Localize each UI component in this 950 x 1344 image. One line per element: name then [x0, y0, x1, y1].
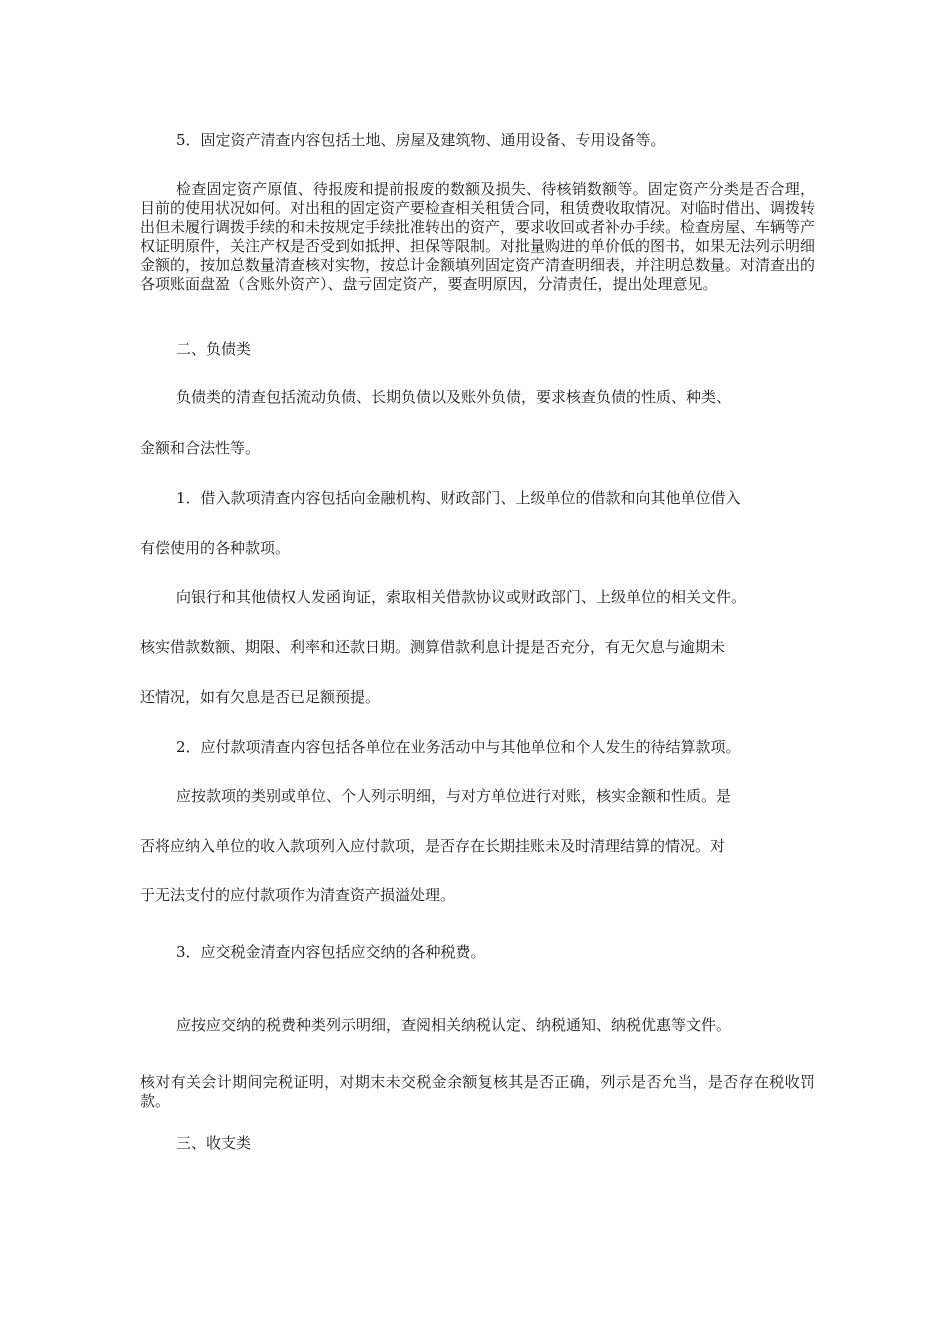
paragraph-fixed-assets-check: 检查固定资产原值、待报废和提前报废的数额及损失、待核销数额等。固定资产分类是否合理，目前的使用状况如何。对出租的固定资产要检查相关租赁合同，租赁费收取情况。对临时借出、调拨转出但未履行调拨手续的和未按规定手续批准转出的资产，要求收回或者补办手续。检查房屋、车辆等产权证明原件，关注产权是否受到如抵押、担保等限制。对批量购进的单价低的图书，如果无法列示明细金额的，按加总数量清查核对实物，按总计金额填列固定资产清查明细表，并注明总数量。对清查出的各项账面盘盈（含账外资产）、盘亏固定资产，要查明原因，分清责任，提出处理意见。 — [140, 180, 816, 293]
item-5-fixed-assets: 5．固定资产清查内容包括土地、房屋及建筑物、通用设备、专用设备等。 — [176, 131, 666, 149]
liabilities-intro-line-1: 负债类的清查包括流动负债、长期负债以及账外负债，要求核查负债的性质、种类、 — [176, 388, 732, 406]
section-heading-income-expense: 三、收支类 — [176, 1134, 252, 1152]
borrowings-check-line-2: 核实借款数额、期限、利率和还款日期。测算借款利息计提是否充分，有无欠息与逾期未 — [140, 638, 726, 656]
item-3-taxes: 3．应交税金清查内容包括应交纳的各种税费。 — [176, 943, 486, 961]
taxes-check-line-1: 应按应交纳的税费种类列示明细，查阅相关纳税认定、纳税通知、纳税优惠等文件。 — [176, 1016, 732, 1034]
payables-check-line-1: 应按款项的类别或单位、个人列示明细，与对方单位进行对账，核实金额和性质。是 — [176, 787, 732, 805]
item-1-borrowings-line-2: 有偿使用的各种款项。 — [140, 539, 291, 557]
payables-check-line-2: 否将应纳入单位的收入款项列入应付款项，是否存在长期挂账未及时清理结算的情况。对 — [140, 837, 726, 855]
borrowings-check-line-3: 还情况，如有欠息是否已足额预提。 — [140, 688, 381, 706]
liabilities-intro-line-2: 金额和合法性等。 — [140, 439, 261, 457]
taxes-check-line-2: 核对有关会计期间完税证明，对期末未交税金余额复核其是否正确，列示是否允当，是否存在税收罚款。 — [140, 1073, 815, 1110]
payables-check-line-3: 于无法支付的应付款项作为清查资产损溢处理。 — [140, 886, 456, 904]
borrowings-check-line-1: 向银行和其他债权人发函询证，索取相关借款协议或财政部门、上级单位的相关文件。 — [176, 588, 747, 606]
item-2-payables: 2．应付款项清查内容包括各单位在业务活动中与其他单位和个人发生的待结算款项。 — [176, 738, 741, 756]
section-heading-liabilities: 二、负债类 — [176, 340, 252, 358]
item-1-borrowings-line-1: 1．借入款项清查内容包括向金融机构、财政部门、上级单位的借款和向其他单位借入 — [176, 489, 741, 507]
